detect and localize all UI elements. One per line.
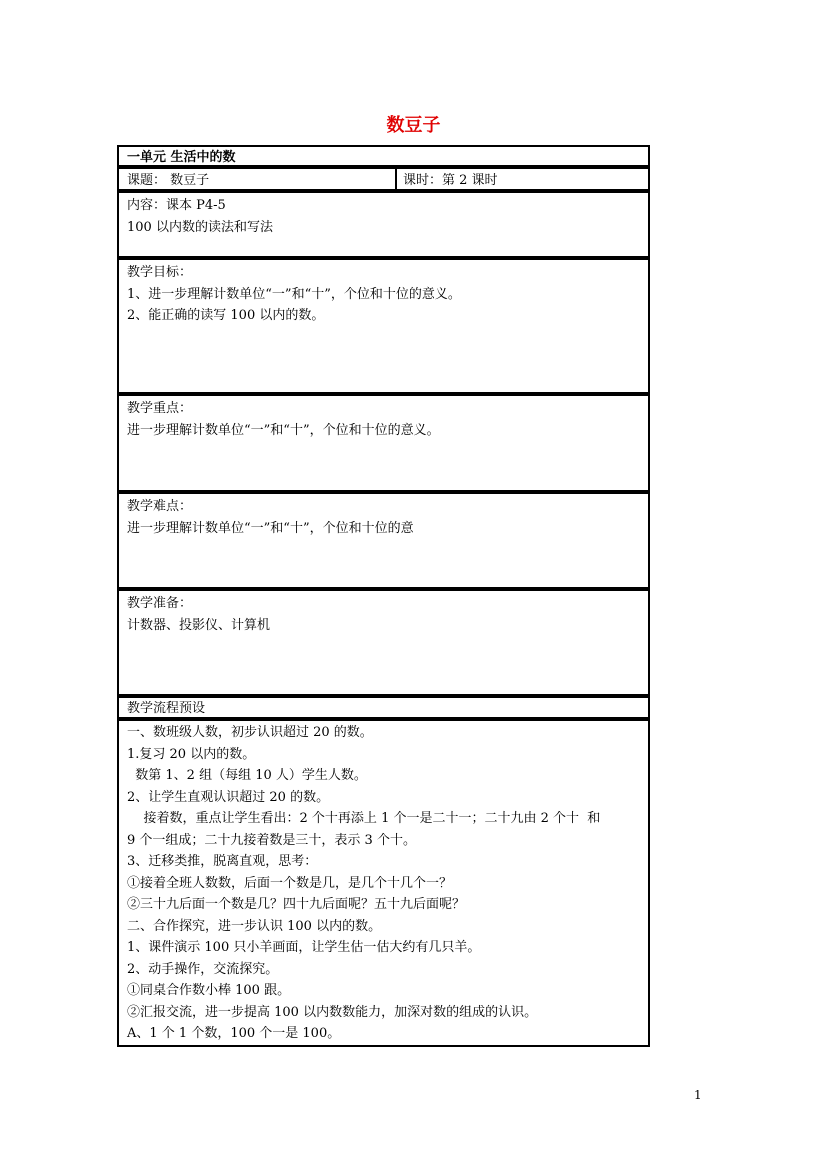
page-number: 1: [694, 1088, 702, 1102]
key-points-section: [117, 394, 650, 492]
document-title: 数豆子: [386, 115, 441, 136]
process-line: 二、合作探究，进一步认识 100 以内的数。: [127, 918, 382, 934]
process-line: ①接着全班人数数，后面一个数是几，是几个十几个一？: [127, 875, 453, 891]
goal-item: 2、能正确的读写 100 以内的数。: [127, 308, 325, 323]
content-text: 100 以内数的读法和写法: [127, 219, 273, 235]
column-divider: [395, 169, 397, 189]
process-line: 3、迁移类推，脱离直观，思考：: [127, 854, 318, 869]
topic-row: [117, 167, 650, 191]
process-line: ②三十九后面一个数是几？四十九后面呢？五十九后面呢？: [127, 897, 466, 912]
unit-row: [117, 145, 650, 167]
lesson-label: 课时：第 2 课时: [403, 173, 498, 188]
topic-label: 课题： 数豆子: [127, 173, 210, 188]
preparation-text: 计数器、投影仪、计算机: [127, 617, 271, 633]
goals-heading: 教学目标：: [127, 265, 193, 280]
process-heading-row: [117, 696, 650, 719]
difficulties-heading: 教学难点：: [127, 499, 193, 514]
process-line: 一、数班级人数，初步认识超过 20 的数。: [127, 725, 373, 740]
process-line: ①同桌合作数小棒 100 跟。: [127, 983, 291, 998]
process-heading: 教学流程预设: [127, 701, 206, 716]
unit-title: 一单元 生活中的数: [127, 150, 236, 165]
goals-section: [117, 258, 650, 394]
content-section: [117, 191, 650, 258]
key-points-text: 进一步理解计数单位“一”和“十”，个位和十位的意义。: [127, 422, 440, 438]
goal-item: 1、进一步理解计数单位“一”和“十”，个位和十位的意义。: [127, 286, 461, 302]
process-line: 数第 1、2 组（每组 10 人）学生人数。: [127, 768, 367, 783]
process-line: A、1 个 1 个数，100 个一是 100。: [127, 1026, 341, 1041]
preparation-heading: 教学准备：: [127, 596, 193, 611]
preparation-section: [117, 589, 650, 696]
process-section: [117, 719, 650, 1047]
process-line: 2、让学生直观认识超过 20 的数。: [127, 789, 330, 805]
key-points-heading: 教学重点：: [127, 401, 193, 416]
process-line: 2、动手操作，交流探究。: [127, 961, 279, 977]
process-line: 9 个一组成；二十九接着数是三十，表示 3 个十。: [127, 832, 416, 848]
difficulties-section: [117, 492, 650, 589]
process-line: ②汇报交流，进一步提高 100 以内数数能力，加深对数的组成的认识。: [127, 1004, 538, 1020]
process-line: 接着数，重点让学生看出：2 个十再添上 1 个一是二十一；二十九由 2 个十 和: [127, 811, 601, 826]
difficulties-text: 进一步理解计数单位“一”和“十”，个位和十位的意: [127, 520, 414, 536]
process-line: 1、课件演示 100 只小羊画面，让学生估一估大约有几只羊。: [127, 940, 481, 955]
process-line: 1.复习 20 以内的数。: [127, 746, 256, 762]
content-heading: 内容：课本 P4-5: [127, 198, 226, 213]
